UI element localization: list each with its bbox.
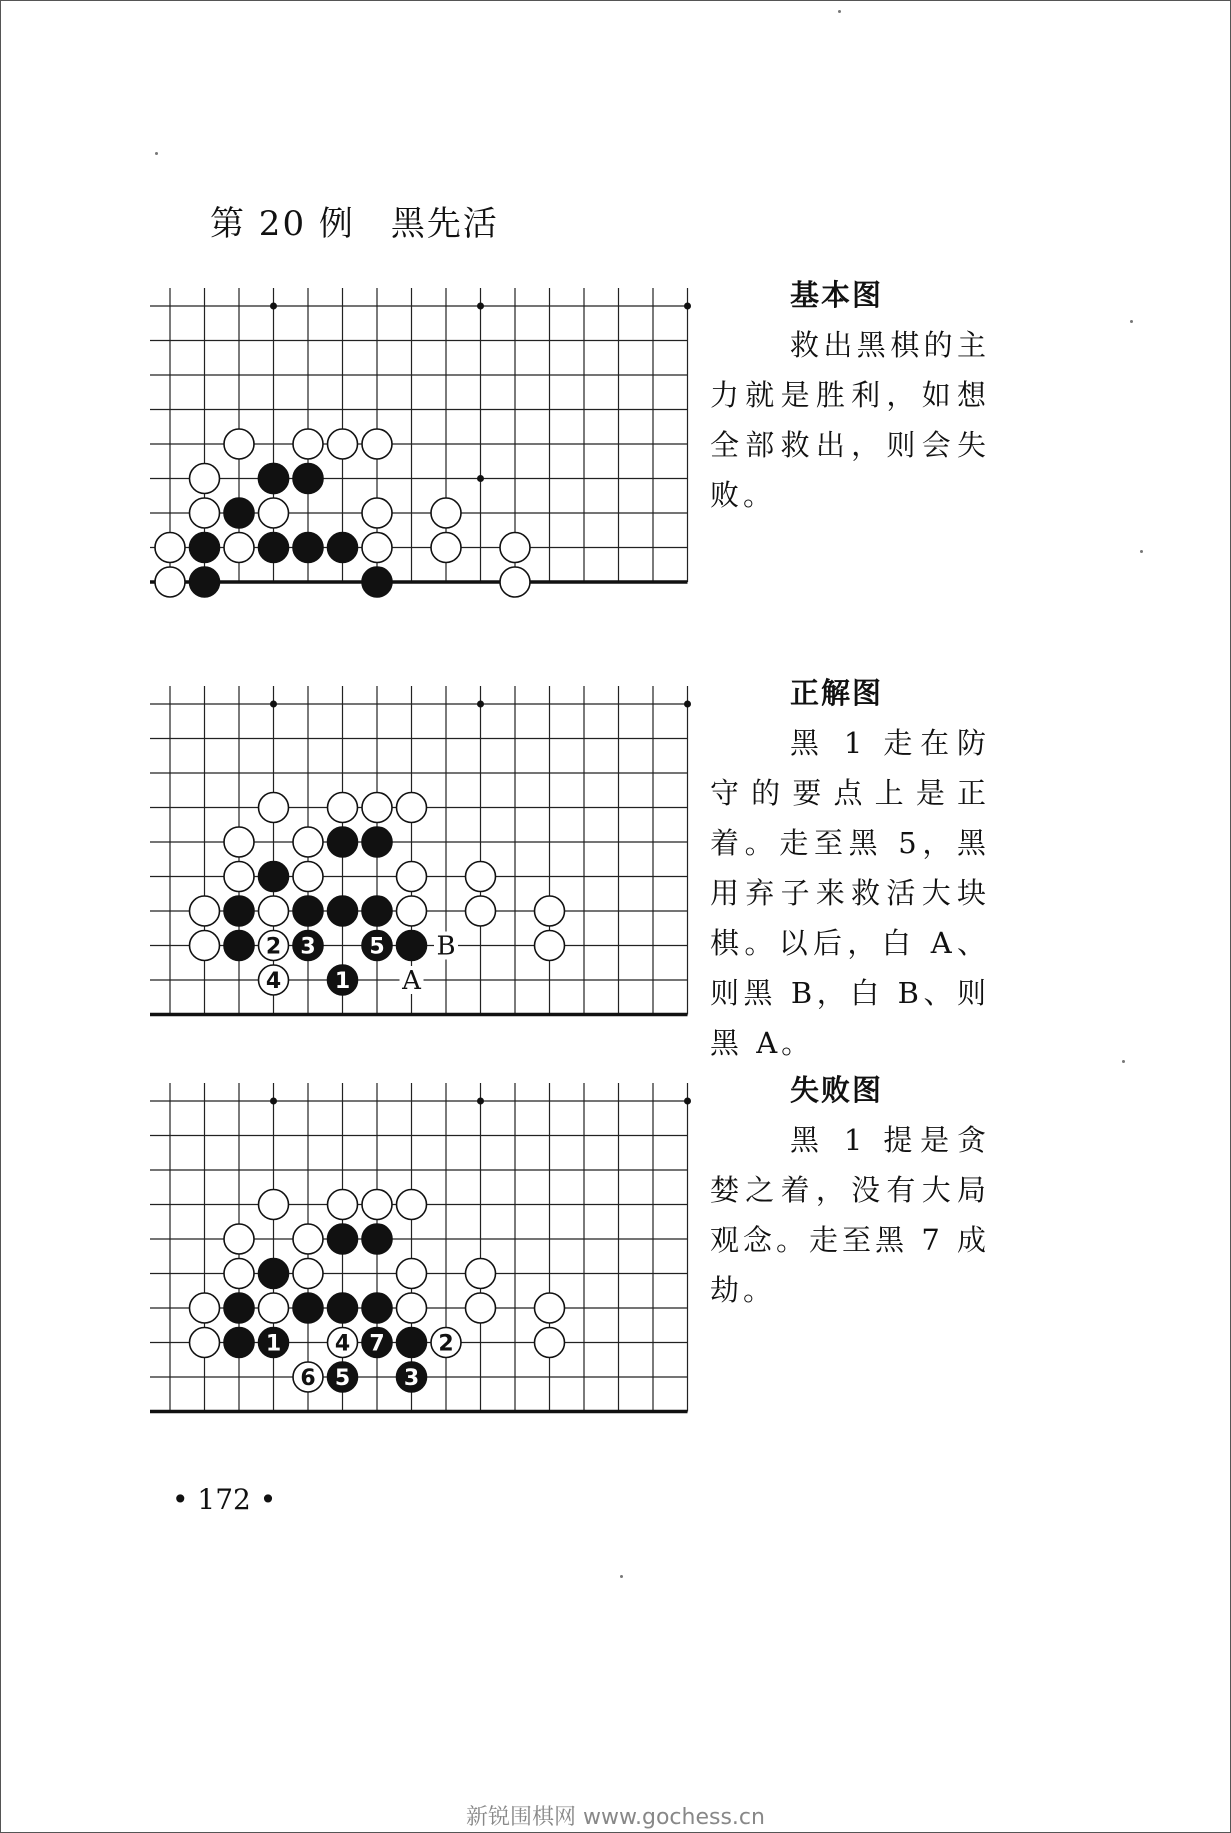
white-stone <box>362 793 392 823</box>
white-stone <box>224 862 254 892</box>
white-stone <box>190 1293 220 1323</box>
white-stone <box>190 498 220 528</box>
scan-speck <box>1130 320 1133 323</box>
white-stone <box>155 567 185 597</box>
move-number: 3 <box>300 934 316 960</box>
white-stone <box>259 1190 289 1220</box>
white-stone <box>466 1293 496 1323</box>
black-stone <box>293 1293 323 1323</box>
white-stone <box>397 896 427 926</box>
black-stone <box>224 931 254 961</box>
white-stone <box>431 498 461 528</box>
move-number: 4 <box>334 1331 351 1357</box>
white-stone <box>259 1293 289 1323</box>
white-stone <box>155 533 185 563</box>
move-number: 1 <box>265 1331 282 1357</box>
black-stone <box>293 533 323 563</box>
black-stone <box>328 1293 358 1323</box>
move-number: 3 <box>403 1366 420 1391</box>
black-stone <box>362 1224 392 1254</box>
white-stone <box>535 931 565 961</box>
star-point <box>477 1098 484 1105</box>
caption-text: 救出黑棋的主力就是胜利，如想全部救出，则会失败。 <box>710 328 990 512</box>
watermark: 新锐围棋网 www.gochess.cn <box>466 1805 765 1830</box>
scan-speck <box>1140 550 1143 553</box>
white-stone <box>293 1224 323 1254</box>
black-stone <box>362 896 392 926</box>
black-stone <box>224 1328 254 1358</box>
white-stone <box>535 1293 565 1323</box>
black-stone <box>328 533 358 563</box>
black-stone <box>190 567 220 597</box>
black-stone <box>328 896 358 926</box>
move-number: 2 <box>438 1331 454 1357</box>
black-stone <box>259 464 289 494</box>
point-label: A <box>402 966 421 996</box>
star-point <box>270 701 277 708</box>
star-point <box>270 1098 277 1105</box>
move-number: 5 <box>334 1366 351 1391</box>
black-stone <box>328 827 358 857</box>
black-stone <box>190 533 220 563</box>
black-stone <box>362 567 392 597</box>
white-stone <box>500 567 530 597</box>
black-stone <box>259 862 289 892</box>
white-stone <box>500 533 530 563</box>
white-stone <box>535 1328 565 1358</box>
black-stone <box>224 896 254 926</box>
white-stone <box>362 533 392 563</box>
caption-solution <box>710 668 990 1068</box>
black-stone <box>259 1259 289 1289</box>
caption-title: 失败图 <box>790 1073 884 1107</box>
move-number: 5 <box>369 934 385 960</box>
white-stone <box>397 793 427 823</box>
black-stone <box>397 931 427 961</box>
move-number: 7 <box>369 1331 385 1357</box>
white-stone <box>224 1259 254 1289</box>
white-stone <box>259 498 289 528</box>
white-stone <box>190 931 220 961</box>
black-stone <box>397 1328 427 1358</box>
white-stone <box>190 896 220 926</box>
go-board-basic <box>150 288 720 608</box>
star-point <box>477 303 484 310</box>
white-stone <box>293 1259 323 1289</box>
caption-basic <box>710 270 990 520</box>
white-stone <box>328 1190 358 1220</box>
scan-speck <box>1122 1060 1125 1063</box>
star-point <box>684 303 691 310</box>
white-stone <box>293 429 323 459</box>
move-number: 1 <box>334 969 351 994</box>
white-stone <box>397 1259 427 1289</box>
white-stone <box>466 862 496 892</box>
go-board-failure <box>150 1083 720 1403</box>
star-point <box>477 475 484 482</box>
star-point <box>684 1098 691 1105</box>
white-stone <box>224 1224 254 1254</box>
move-number: 4 <box>265 969 282 994</box>
white-stone <box>224 533 254 563</box>
white-stone <box>293 827 323 857</box>
black-stone <box>224 1293 254 1323</box>
caption-failure <box>710 1065 990 1315</box>
black-stone <box>362 1293 392 1323</box>
caption-text: 黑 1 走在防守的要点上是正着。走至黑 5，黑用弃子来救活大块棋。以后，白 A、则黑 B，白 B、则黑 A。 <box>710 726 990 1060</box>
black-stone <box>224 498 254 528</box>
black-stone <box>259 533 289 563</box>
white-stone <box>431 533 461 563</box>
white-stone <box>190 464 220 494</box>
star-point <box>684 701 691 708</box>
black-stone <box>328 1224 358 1254</box>
caption-title: 基本图 <box>790 278 884 312</box>
white-stone <box>224 429 254 459</box>
white-stone <box>190 1328 220 1358</box>
star-point <box>477 701 484 708</box>
go-board-solution <box>150 686 720 1006</box>
white-stone <box>293 862 323 892</box>
page-number: • 172 • <box>172 1483 277 1516</box>
white-stone <box>535 896 565 926</box>
white-stone <box>362 1190 392 1220</box>
scan-speck <box>838 10 841 13</box>
page-title: 第 20 例 黑先活 <box>210 204 499 244</box>
white-stone <box>362 498 392 528</box>
caption-title: 正解图 <box>790 676 884 710</box>
star-point <box>270 303 277 310</box>
white-stone <box>328 429 358 459</box>
white-stone <box>259 896 289 926</box>
black-stone <box>362 827 392 857</box>
white-stone <box>328 793 358 823</box>
white-stone <box>466 896 496 926</box>
white-stone <box>259 793 289 823</box>
scan-speck <box>620 1575 623 1578</box>
black-stone <box>293 896 323 926</box>
white-stone <box>397 1293 427 1323</box>
white-stone <box>466 1259 496 1289</box>
white-stone <box>397 1190 427 1220</box>
black-stone <box>293 464 323 494</box>
point-label: B <box>436 931 456 962</box>
scan-speck <box>155 152 158 155</box>
caption-text: 黑 1 提是贪婪之着，没有大局观念。走至黑 7 成劫。 <box>710 1123 990 1307</box>
white-stone <box>224 827 254 857</box>
white-stone <box>397 862 427 892</box>
move-number: 6 <box>300 1366 316 1391</box>
white-stone <box>362 429 392 459</box>
move-number: 2 <box>265 934 282 960</box>
